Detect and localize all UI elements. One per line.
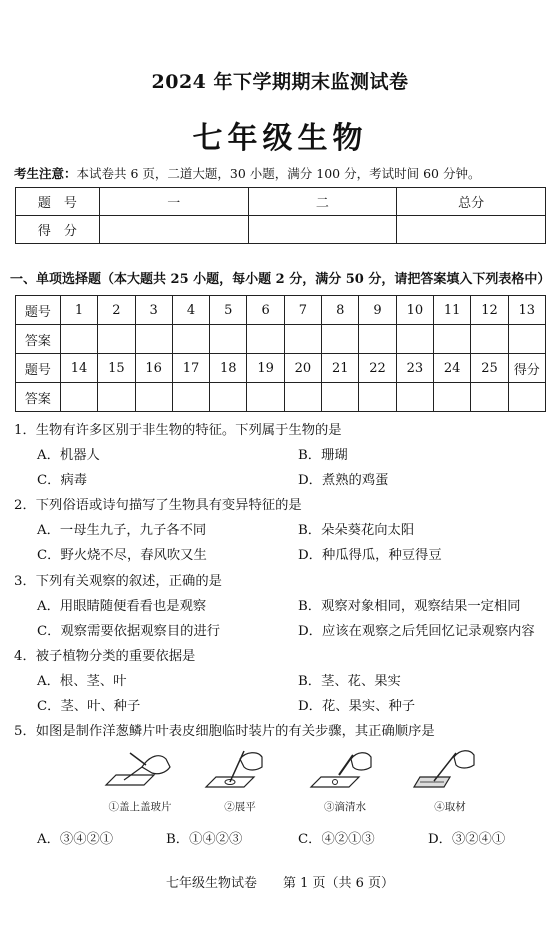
question-number: 20 [284, 354, 321, 383]
answer-cell[interactable] [172, 325, 209, 354]
score-cell[interactable] [99, 216, 248, 244]
answer-cell[interactable] [434, 325, 471, 354]
option-a: A．机器人 [37, 448, 100, 463]
exam-notice [14, 164, 480, 182]
answer-cell[interactable] [284, 383, 321, 412]
score-table-col-total: 总分 [397, 188, 546, 216]
answer-cell[interactable] [247, 383, 284, 412]
question-number: 6 [247, 296, 284, 325]
question-stem: 4．被子植物分类的重要依据是 [14, 649, 196, 664]
procedure-figure [95, 745, 495, 820]
answer-cell[interactable] [508, 325, 545, 354]
question-number: 23 [396, 354, 433, 383]
option-d: D．③②④① [428, 832, 506, 847]
exam-title: 2024 年下学期期末监测试卷 [151, 71, 409, 93]
answer-cell[interactable] [135, 325, 172, 354]
subject-title: 七年级生物 [192, 121, 368, 156]
page-footer [0, 872, 560, 891]
step-caption: ③滴清水 [324, 801, 366, 813]
answer-cell[interactable] [60, 383, 97, 412]
option-c: C．病毒 [37, 473, 88, 488]
step-take-material [405, 745, 495, 820]
option-c: C．野火烧不尽，春风吹又生 [37, 548, 207, 563]
notice-label: 考生注意： [14, 166, 77, 181]
answer-cell[interactable] [396, 383, 433, 412]
question-number: 5 [210, 296, 247, 325]
add-water-illustration [305, 745, 385, 797]
notice-text: 本试卷共 6 页，二道大题，30 小题，满分 100 分，考试时间 60 分钟。 [76, 166, 481, 181]
answer-cell[interactable] [60, 325, 97, 354]
option-d: D．种瓜得瓜，种豆得豆 [298, 548, 442, 563]
step-cover-slip [95, 745, 185, 820]
answer-cell[interactable] [396, 325, 433, 354]
option-c: C．观察需要依据观察目的进行 [37, 624, 221, 639]
question-number: 14 [60, 354, 97, 383]
question-number: 22 [359, 354, 396, 383]
answer-cell[interactable] [434, 383, 471, 412]
answer-table-answer-row [16, 383, 546, 412]
question-number: 15 [98, 354, 135, 383]
answer-cell[interactable] [359, 325, 396, 354]
step-caption: ①盖上盖玻片 [108, 801, 172, 813]
answer-cell[interactable] [322, 383, 359, 412]
answer-cell[interactable] [471, 383, 508, 412]
score-table [15, 187, 546, 244]
answer-table-score-label: 得分 [508, 354, 545, 383]
step-caption: ④取材 [434, 801, 466, 813]
question-number: 3 [135, 296, 172, 325]
answer-table-answer-row [16, 325, 546, 354]
answer-table-label-number: 题号 [16, 296, 61, 325]
answer-table-number-row [16, 296, 546, 325]
step-add-water [300, 745, 390, 820]
section-heading: 一、单项选择题（本大题共 25 小题，每小题 2 分，满分 50 分，请把答案填入下列表格中） [10, 272, 551, 287]
score-cell[interactable] [248, 216, 397, 244]
score-table-header-row [16, 188, 546, 216]
answer-cell[interactable] [471, 325, 508, 354]
answer-table-label-answer: 答案 [16, 325, 61, 354]
take-material-illustration [410, 745, 490, 797]
question-number: 25 [471, 354, 508, 383]
score-table-col-one: 一 [99, 188, 248, 216]
score-table-label-score: 得 分 [16, 216, 100, 244]
option-b: B．观察对象相同，观察结果一定相同 [298, 599, 521, 614]
option-a: A．③④②① [37, 832, 114, 847]
question-number: 12 [471, 296, 508, 325]
answer-table-label-answer: 答案 [16, 383, 61, 412]
answer-cell[interactable] [247, 325, 284, 354]
answer-cell[interactable] [172, 383, 209, 412]
score-table-label-number: 题 号 [16, 188, 100, 216]
option-b: B．茎、花、果实 [298, 674, 401, 689]
question-stem: 1．生物有许多区别于非生物的特征。下列属于生物的是 [14, 423, 342, 438]
question-number: 10 [396, 296, 433, 325]
question-number: 16 [135, 354, 172, 383]
question-number: 4 [172, 296, 209, 325]
question-number: 2 [98, 296, 135, 325]
question-number: 19 [247, 354, 284, 383]
score-cell[interactable] [397, 216, 546, 244]
option-d: D．煮熟的鸡蛋 [298, 473, 389, 488]
answer-table-number-row [16, 354, 546, 383]
question-number: 7 [284, 296, 321, 325]
question-number: 1 [60, 296, 97, 325]
question-number: 18 [210, 354, 247, 383]
answer-table [15, 295, 546, 412]
option-a: A．根、茎、叶 [37, 674, 127, 689]
answer-cell[interactable] [210, 325, 247, 354]
option-c: C．茎、叶、种子 [37, 699, 141, 714]
answer-cell[interactable] [135, 383, 172, 412]
question-stem: 5．如图是制作洋葱鳞片叶表皮细胞临时装片的有关步骤，其正确顺序是 [14, 724, 435, 739]
answer-table-label-number: 题号 [16, 354, 61, 383]
footer-page: 第 1 页（共 6 页） [282, 876, 395, 891]
question-number: 8 [322, 296, 359, 325]
option-b: B．①④②③ [166, 832, 243, 847]
answer-cell[interactable] [98, 325, 135, 354]
answer-cell[interactable] [210, 383, 247, 412]
footer-subject: 七年级生物试卷 [165, 876, 257, 891]
question-stem: 2．下列俗语或诗句描写了生物具有变异特征的是 [14, 498, 302, 513]
option-d: D．花、果实、种子 [298, 699, 416, 714]
score-cell[interactable] [508, 383, 545, 412]
answer-cell[interactable] [359, 383, 396, 412]
flatten-illustration [200, 745, 280, 797]
option-b: B．朵朵葵花向太阳 [298, 523, 415, 538]
question-number: 21 [322, 354, 359, 383]
option-d: D．应该在观察之后凭回忆记录观察内容 [298, 624, 535, 639]
answer-cell[interactable] [98, 383, 135, 412]
score-table-col-two: 二 [248, 188, 397, 216]
question-stem: 3．下列有关观察的叙述，正确的是 [14, 574, 222, 589]
question-number: 17 [172, 354, 209, 383]
step-flatten [195, 745, 285, 820]
question-number: 24 [434, 354, 471, 383]
answer-cell[interactable] [284, 325, 321, 354]
option-c: C．④②①③ [298, 832, 375, 847]
answer-cell[interactable] [322, 325, 359, 354]
step-caption: ②展平 [224, 801, 256, 813]
option-b: B．珊瑚 [298, 448, 348, 463]
cover-slip-illustration [100, 745, 180, 797]
question-number: 13 [508, 296, 545, 325]
option-a: A．用眼睛随便看看也是观察 [37, 599, 207, 614]
option-a: A．一母生九子，九子各不同 [37, 523, 207, 538]
question-number: 11 [434, 296, 471, 325]
score-table-score-row [16, 216, 546, 244]
question-number: 9 [359, 296, 396, 325]
